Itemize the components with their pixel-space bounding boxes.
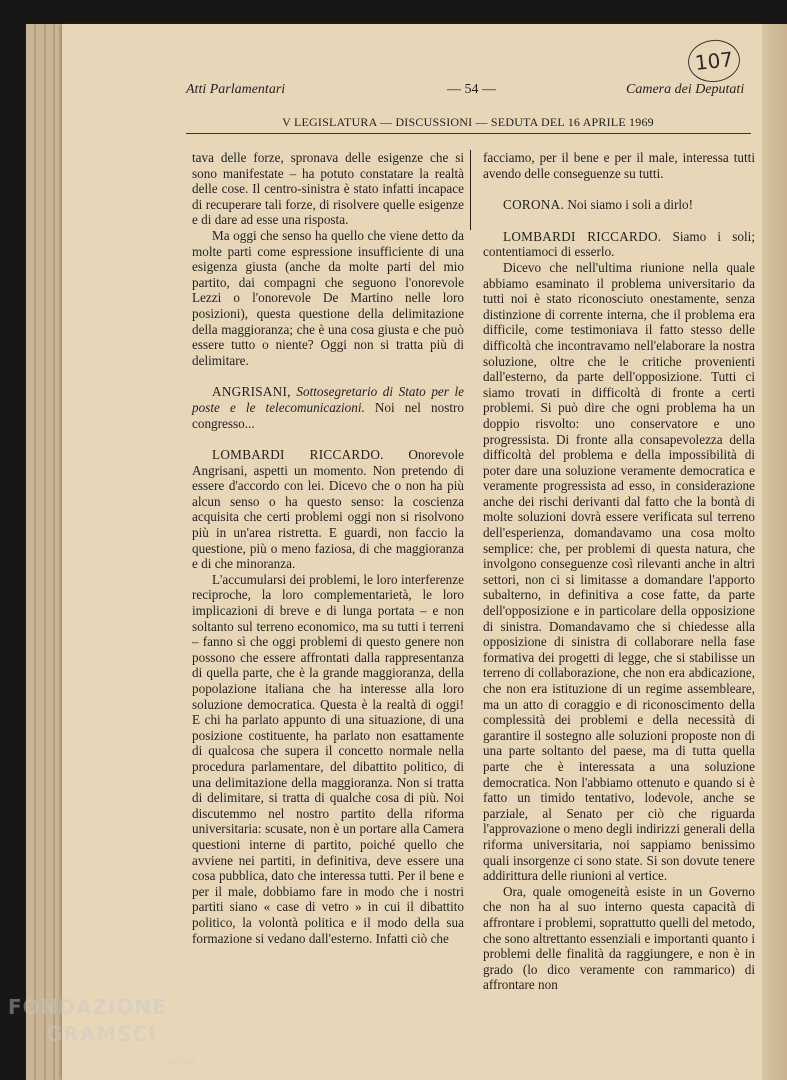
- header-publication: Atti Parlamentari: [186, 82, 286, 97]
- speaker-name: LOMBARDI RICCARDO.: [212, 447, 384, 463]
- speaker-turn: [483, 197, 755, 213]
- archive-stamp: 107: [686, 37, 742, 84]
- left-column: [192, 150, 464, 946]
- page-edge: [34, 24, 36, 1080]
- binding-edge: [762, 24, 787, 1080]
- session-subheader: V LEGISLATURA — DISCUSSIONI — SEDUTA DEL 16 APRILE 1969: [282, 115, 654, 129]
- speaker-turn: [192, 384, 464, 431]
- speaker-turn: [192, 447, 464, 572]
- header-chamber: Camera dei Deputati: [626, 82, 745, 97]
- watermark-line: FONDAZIONE: [8, 995, 167, 1019]
- page-edge: [44, 24, 46, 1080]
- paragraph: L'accumularsi dei problemi, le loro interferenze reciproche, la loro complementarietà, le loro implicazioni di breve e di lunga portata – e non soltanto sul terreno economico, ma su tutti i terreni – fanno sì che oggi problemi di questo genere non possono che essere affrontati dalla rappresentanza di quella parte, che è la grande maggioranza, della popolazione italiana che ha interesse alla loro soluzione democratica. Questa è la realtà di oggi! E chi ha parlato appunto di una situazione, di una posizione costituente, ha parlato non esattamente di qualcosa che supera il concetto normale nella procedura parlamentare, del dibattito politico, di una delimitazione della maggioranza. Non si tratta di delimitare, si tratta di qualche cosa di più. Noi discutemmo nel nostro partito della riforma universitaria: scusate, non è un portare alla Camera questioni interne di partito, poiché quello che avviene nei partiti, in definitiva, deve essere una cosa pubblica, dato che interessa tutti. Per il bene e per il male, dobbiamo fare in modo che i nostri partiti siano « case di vetro » in cui il dibattito politico, la volontà politica e il modo della sua formazione si vedano dall'esterno. Infatti ciò che: [192, 571, 464, 946]
- speaker-role: Sottosegretario di Stato per le poste e le telecomunicazioni.: [192, 384, 465, 415]
- paragraph: tava delle forze, spronava delle esigenze che si sono manifestate – ha potuto constatare la realtà delle cose. Il centro-sinistra è stato infatti incapace di recuperare tali forze, di risolvere quelle esigenze e di dare ad esse una risposta.: [192, 150, 464, 228]
- paragraph: Ma oggi che senso ha quello che viene detto da molte parti come espressione insufficiente di una esigenza giusta (anche da molte parti del mio partito, dai compagni che seguono l'onorevole Lezzi o l'onorevole De Martino nelle loro posizioni), questa questione della delimitazione della maggioranza; che è una cosa giusta e che può essere tutto o niente? Oggi non si tratta più di delimitare.: [192, 227, 464, 368]
- column-divider: [470, 150, 471, 965]
- speaker-name: LOMBARDI RICCARDO.: [503, 228, 662, 244]
- watermark-line: GRAMSCI: [46, 1022, 157, 1046]
- speaker-turn: [483, 229, 755, 260]
- header-divider: [186, 133, 751, 134]
- paragraph: Dicevo che nell'ultima riunione nella quale abbiamo esaminato il problema universitario da tutti noi è stato riconosciuto onestamente, senza distinzione di corrente interna, che il problema era difficile, come testimoniava il fatto stesso delle difficoltà che incontravamo nell'elaborare la nostra soluzione, oltre che le critiche provenienti dall'esterno, da parte dell'opposizione. Tutti ci siamo trovati in difficoltà di fronte a certi problemi. Si può dire che ogni problema ha un doppio risvolto: uno conservatore e uno progressista. Di fronte alla consapevolezza della difficoltà del problema e della impossibilità di poter dare una soluzione veramente democratica e veramente progressista ad esso, in considerazione anche dei rischi derivanti dal fatto che la bontà di molte soluzioni dovrà essere verificata sul terreno dell'esperienza, domandavamo una cosa molto semplice: che, per problemi di questa natura, che involgono conseguenze così rilevanti anche in altri settori, non ci si limitasse a domandare l'apporto subalterno, in definitiva a cose fatte, da parte dell'opposizione e in particolare della opposizione di sinistra. Domandavamo che si chiedesse alla opposizione di sinistra di collaborare nella fase formativa dei progetti di legge, che si stabilisse un terreno di collaborazione, che non era abdicazione, che non era istituzione di un regime assembleare, ma un atto di coraggio e di riconoscimento della complessità dei problemi e della necessità di garantire il sostegno alle soluzioni proposte non di una parte soltanto del paese, ma di tutta quella parte che è interessata a una soluzione democratica. Non l'abbiamo ottenuto e quando si è fatto un timido tentativo, lodevole, anche se parziale, al Senato per ciò che riguarda l'approvazione o meno degli indirizzi generali della riforma universitaria, noi sappiamo benissimo quali insorgenze ci sono state. Si son dovute tenere addirittura delle riunioni al vertice.: [483, 259, 755, 884]
- speech-text: Onorevole Angrisani, aspetti un momento. Non pretendo di essere d'accordo con lei. Dicevo che o non ha più alcun senso o ha questo senso: la coscienza acquisita che certi problemi oggi non si risolvono più in un'area ristretta. E guardi, non faccio la questione, più o meno faziosa, di che maggioranza e di che minoranza.: [192, 447, 464, 572]
- header-page-number: — 54 —: [447, 82, 496, 97]
- right-column: [483, 150, 755, 993]
- page-edge: [53, 24, 55, 1080]
- speech-text: Siamo i soli; contentiamoci di esserlo.: [483, 228, 755, 260]
- speaker-name: CORONA.: [503, 197, 565, 213]
- speech-text: Noi nel nostro congresso...: [192, 399, 464, 431]
- speaker-name: ANGRISANI,: [212, 384, 291, 400]
- paragraph: facciamo, per il bene e per il male, interessa tutti avendo delle conseguenze su tutti.: [483, 150, 755, 181]
- watermark-online: online: [166, 1057, 197, 1066]
- watermark-logo: [8, 994, 197, 1066]
- paragraph: Ora, quale omogeneità esiste in un Governo che non ha al suo interno questa capacità di affrontare i problemi, soprattutto quelli del metodo, che sono altrettanto essenziali e importanti quanto i problemi delle finalità da raggiungere, e non è in grado (lo dico veramente con rammarico) di affrontare non: [483, 883, 755, 993]
- speech-text: Noi siamo i soli a dirlo!: [567, 197, 694, 213]
